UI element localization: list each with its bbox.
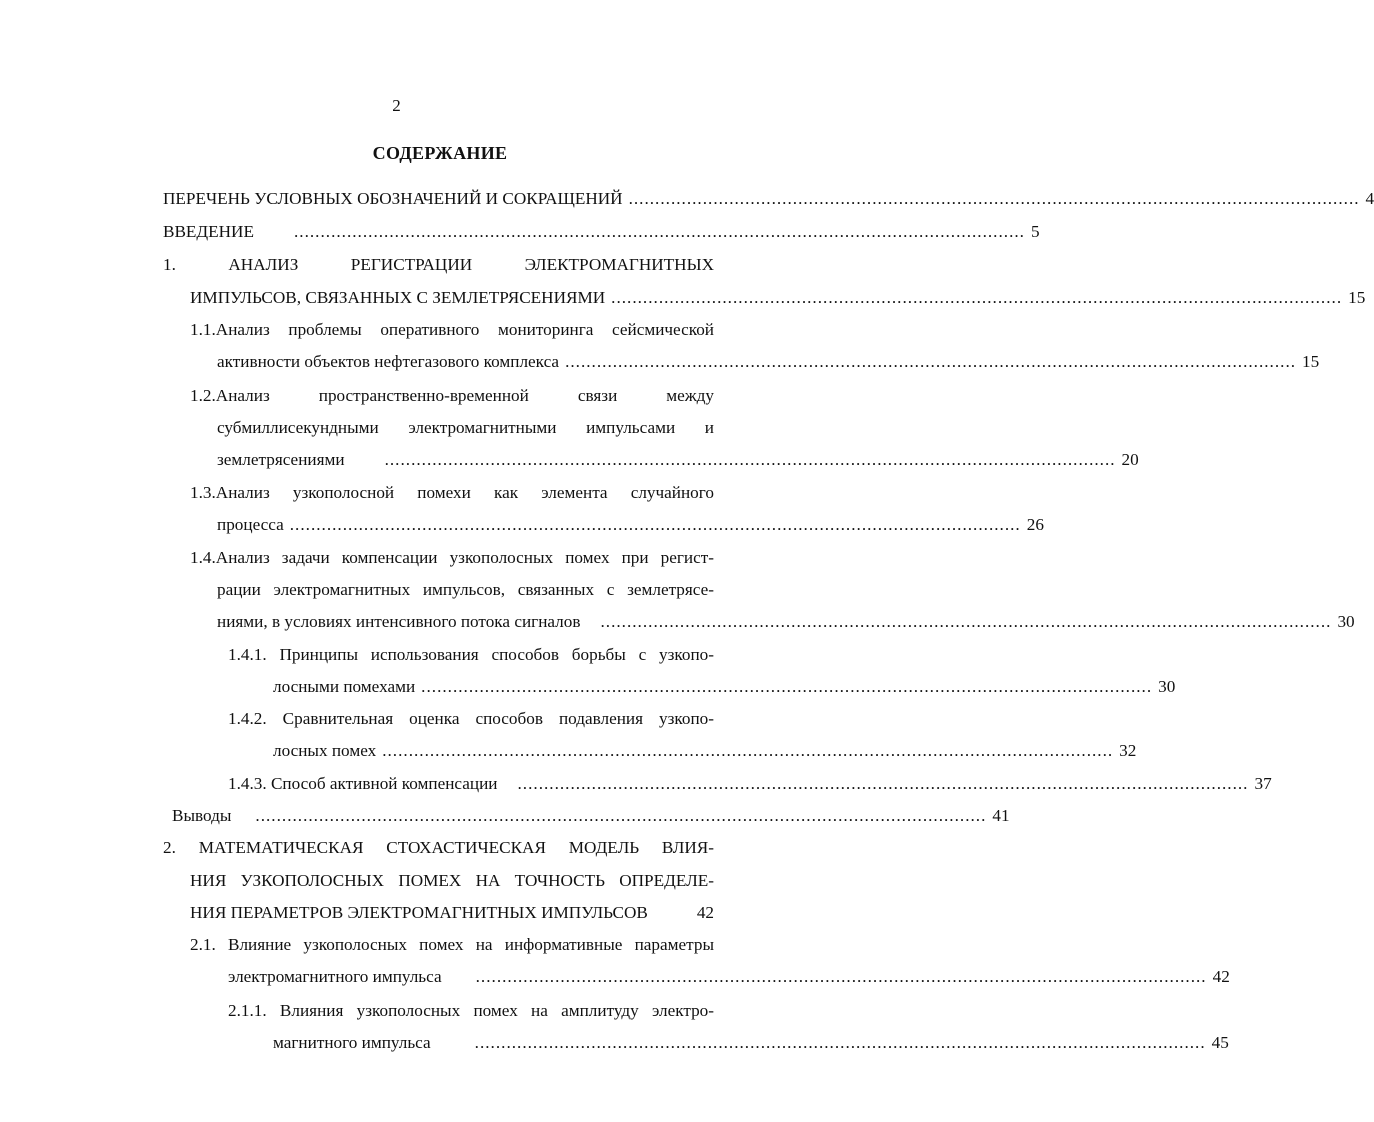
leader-dots: .......................................................................................................................................... <box>293 222 1025 241</box>
toc-title: СОДЕРЖАНИЕ <box>372 143 508 163</box>
toc-entry-text: лосными помехами <box>273 677 416 696</box>
toc-entry-text: ПЕРЕЧЕНЬ УСЛОВНЫХ ОБОЗНАЧЕНИЙ И СОКРАЩЕНИЙ <box>163 189 623 208</box>
leader-dots: .......................................................................................................................................... <box>611 288 1343 307</box>
toc-entry-page: 30 <box>1158 677 1176 696</box>
toc-entry-page: 42 <box>696 903 714 922</box>
toc-entry-page: 45 <box>1211 1033 1229 1052</box>
toc-entry-text: НИЯ ПЕРАМЕТРОВ ЭЛЕКТРОМАГНИТНЫХ ИМПУЛЬСОВ <box>190 903 648 922</box>
page-number: 2 <box>392 96 401 115</box>
toc-entry-page: 5 <box>1030 222 1040 241</box>
toc-entry-ch1-line2[interactable] <box>190 286 1366 310</box>
leader-dots: .......................................................................................................................................... <box>600 612 1332 631</box>
toc-entry-1-3-line2[interactable] <box>217 513 1044 537</box>
toc-entry-text: активности объектов нефтегазового комплекса <box>217 352 560 371</box>
toc-entry-text: ниями, в условиях интенсивного потока сигналов <box>217 612 581 631</box>
toc-entry-text: процесса <box>217 515 284 534</box>
leader-dots: .......................................................................................................................................... <box>421 677 1153 696</box>
toc-entry-text: ИМПУЛЬСОВ, СВЯЗАННЫХ С ЗЕМЛЕТРЯСЕНИЯМИ <box>190 288 606 307</box>
leader-dots: .......................................................................................................................................... <box>628 189 1360 208</box>
toc-entry-text: ВВЕДЕНИЕ <box>163 222 254 241</box>
toc-entry-1-4-1-line1[interactable]: 1.4.1. Принципы использования способов борьбы с узкопо- <box>228 645 714 664</box>
toc-entry-page: 41 <box>992 806 1010 825</box>
toc-entry-page: 32 <box>1119 741 1137 760</box>
toc-entry-1-4-line2[interactable]: рации электромагнитных импульсов, связанных с землетрясе- <box>217 580 714 599</box>
toc-entry-text: электромагнитного импульса <box>228 967 442 986</box>
toc-entry-1-4-3[interactable] <box>228 772 1272 796</box>
toc-entry-page: 26 <box>1026 515 1044 534</box>
toc-entry-text: магнитного импульса <box>273 1033 431 1052</box>
toc-entry-ch2-line1[interactable]: 2. МАТЕМАТИЧЕСКАЯ СТОХАСТИЧЕСКАЯ МОДЕЛЬ ВЛИЯ- <box>163 838 714 857</box>
leader-dots: .......................................................................................................................................... <box>475 967 1207 986</box>
toc-entry-page: 4 <box>1365 189 1374 208</box>
toc-entry-text: землетрясениями <box>217 450 345 469</box>
toc-entry-2-1-1-line1[interactable]: 2.1.1. Влияния узкополосных помех на амплитуду электро- <box>228 1001 714 1020</box>
toc-entry-vyvody[interactable] <box>172 804 1010 828</box>
toc-entry-ch2-line2[interactable]: НИЯ УЗКОПОЛОСНЫХ ПОМЕХ НА ТОЧНОСТЬ ОПРЕДЕЛЕ- <box>190 871 714 890</box>
leader-dots: .......................................................................................................................................... <box>565 352 1297 371</box>
toc-entry-1-2-line1[interactable]: 1.2.Анализ пространственно-временной связи между <box>190 386 714 405</box>
toc-entry-page: 15 <box>1348 288 1366 307</box>
toc-entry-page: 20 <box>1121 450 1139 469</box>
toc-entry-1-1-line1[interactable]: 1.1.Анализ проблемы оперативного мониторинга сейсмической <box>190 320 714 339</box>
toc-entry-vvedenie[interactable] <box>163 220 1040 244</box>
toc-entry-page: 15 <box>1302 352 1320 371</box>
toc-entry-text: лосных помех <box>273 741 377 760</box>
leader-dots: .......................................................................................................................................... <box>517 774 1249 793</box>
toc-entry-1-4-1-line2[interactable] <box>273 675 1176 699</box>
toc-entry-ch2-line3[interactable] <box>190 901 714 925</box>
toc-entry-page: 42 <box>1212 967 1230 986</box>
toc-entry-1-3-line1[interactable]: 1.3.Анализ узкополосной помехи как элемента случайного <box>190 483 714 502</box>
toc-entry-1-2-line3[interactable] <box>217 448 1139 472</box>
leader-dots <box>648 901 697 925</box>
toc-entry-perechen[interactable] <box>163 187 1374 211</box>
toc-entry-2-1-1-line2[interactable] <box>273 1031 1229 1055</box>
leader-dots: .......................................................................................................................................... <box>289 515 1021 534</box>
toc-entry-text: 1.4.3. Способ активной компенсации <box>228 774 498 793</box>
leader-dots: .......................................................................................................................................... <box>474 1033 1206 1052</box>
toc-entry-text: Выводы <box>172 806 232 825</box>
leader-dots: .......................................................................................................................................... <box>382 741 1114 760</box>
leader-dots: .......................................................................................................................................... <box>384 450 1116 469</box>
toc-entry-1-2-line2[interactable]: субмиллисекундными электромагнитными импульсами и <box>217 418 714 437</box>
toc-entry-1-4-line3[interactable] <box>217 610 1355 634</box>
toc-entry-1-4-line1[interactable]: 1.4.Анализ задачи компенсации узкополосных помех при регист- <box>190 548 714 567</box>
toc-entry-2-1-line2[interactable] <box>228 965 1230 989</box>
toc-entry-2-1-line1[interactable]: 2.1. Влияние узкополосных помех на информативные параметры <box>190 935 714 954</box>
toc-entry-page: 30 <box>1337 612 1355 631</box>
leader-dots: .......................................................................................................................................... <box>255 806 987 825</box>
toc-entry-1-4-2-line2[interactable] <box>273 739 1137 763</box>
toc-entry-1-1-line2[interactable] <box>217 350 1320 374</box>
toc-entry-ch1-line1[interactable]: 1. АНАЛИЗ РЕГИСТРАЦИИ ЭЛЕКТРОМАГНИТНЫХ <box>163 255 714 274</box>
toc-entry-page: 37 <box>1254 774 1272 793</box>
toc-entry-1-4-2-line1[interactable]: 1.4.2. Сравнительная оценка способов подавления узкопо- <box>228 709 714 728</box>
